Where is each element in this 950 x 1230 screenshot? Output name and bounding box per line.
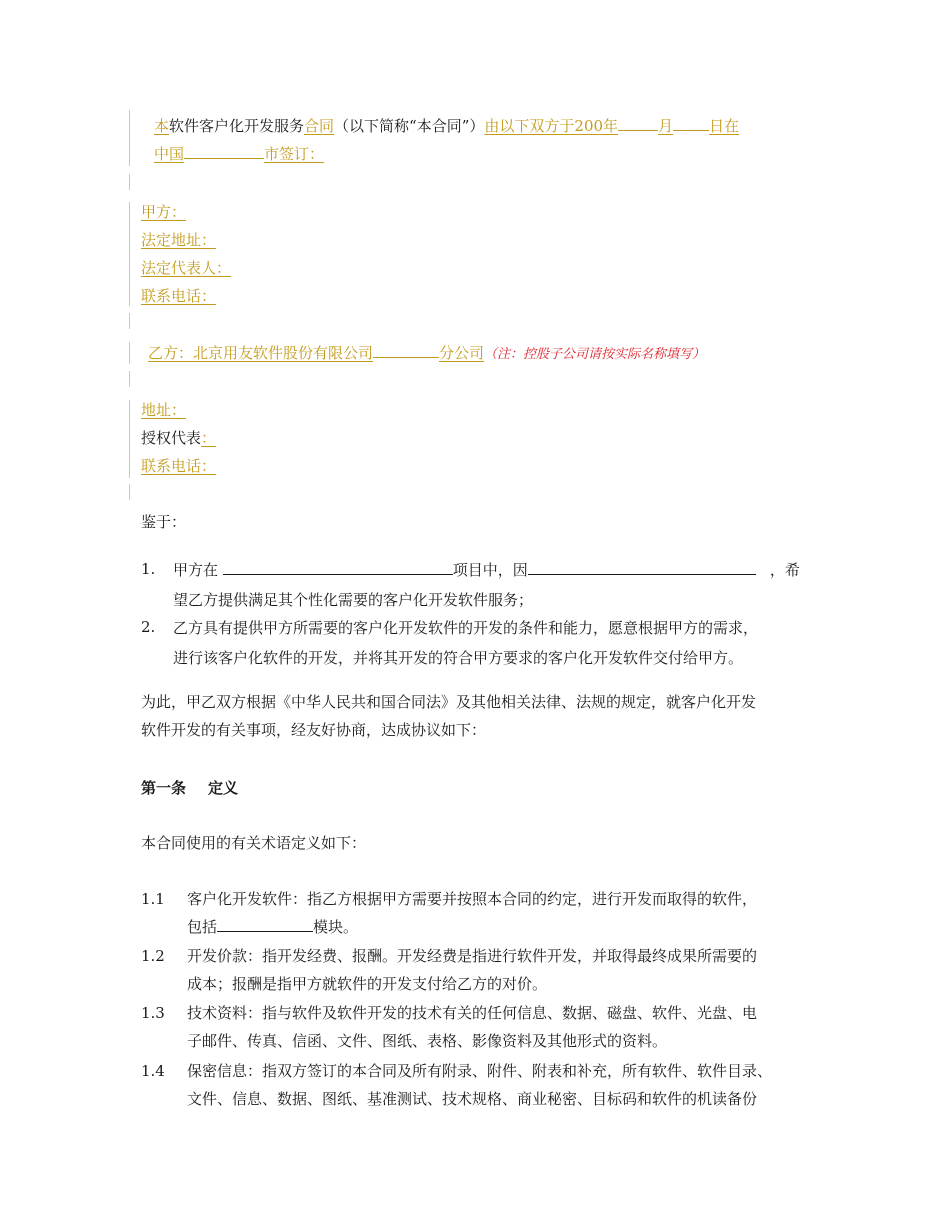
def-1-3 [187, 999, 823, 1055]
party-b-rep-line [141, 428, 216, 448]
intro-country: 中国 [154, 145, 185, 163]
recital-1-line2: 望乙方提供满足其个性化需要的客户化开发软件服务； [173, 591, 534, 609]
revision-bar [129, 371, 130, 387]
def-1-4 [187, 1057, 823, 1113]
recital-1-c: ，希 [769, 561, 800, 579]
party-b-phone-label: 联系电话： [141, 457, 217, 475]
intro-this: 本 [154, 117, 170, 135]
def-1-1-line1: 客户化开发软件：指乙方根据甲方需要并按照本合同的约定，进行开发而取得的软件， [187, 890, 758, 908]
reason-blank[interactable] [528, 560, 756, 575]
party-b-name-suffix: 分公司 [439, 344, 485, 362]
intro-abbrev: （以下简称“本合同”） [334, 117, 485, 135]
def-1-1-line2b: 模块。 [313, 918, 359, 936]
party-b-note: （注：控股子公司请按实际名称填写） [484, 347, 706, 362]
def-1-2-line1: 开发价款：指开发经费、报酬。开发经费是指进行软件开发，并取得最终成果所需要的 [187, 947, 758, 965]
branch-blank[interactable] [373, 343, 439, 358]
intro-month-label: 月 [658, 117, 674, 135]
recitals-title: 鉴于： [141, 513, 187, 531]
party-b-address-label: 地址： [141, 401, 187, 419]
party-a-address-label: 法定地址： [141, 231, 217, 249]
revision-bar [129, 342, 130, 364]
project-blank[interactable] [223, 560, 453, 575]
def-1-4-line1: 保密信息：指双方签订的本合同及所有附录、附件、附表和补充，所有软件、软件目录、 [187, 1062, 773, 1080]
def-1-2-line2: 成本；报酬是指甲方就软件的开发支付给乙方的对价。 [187, 975, 548, 993]
intro-year-label: 年 [603, 117, 619, 135]
revision-bar [129, 400, 130, 478]
recital-1 [173, 555, 815, 615]
city-blank[interactable] [184, 144, 264, 159]
def-1-1-number: 1.1 [141, 890, 165, 908]
party-b-rep-label: 授权代表 [141, 429, 202, 447]
revision-bar [129, 174, 130, 190]
intro-year: 200 [574, 117, 604, 135]
month-blank[interactable] [618, 116, 658, 131]
conclusion-line-1: 为此，甲乙双方根据《中华人民共和国合同法》及其他相关法律、法规的规定，就客户化开发 [141, 693, 757, 711]
party-a-rep-label: 法定代表人： [141, 259, 232, 277]
article-1-title: 定义 [208, 779, 239, 797]
party-a-phone-label: 联系电话： [141, 287, 217, 305]
def-1-2 [187, 942, 823, 998]
conclusion-line-2: 软件开发的有关事项，经友好协商，达成协议如下： [141, 721, 487, 739]
def-1-4-line2: 文件、信息、数据、图纸、基准测试、技术规格、商业秘密、目标码和软件的机读备份 [187, 1090, 758, 1108]
recital-2-line1: 乙方具有提供甲方所需要的客户化开发软件的开发的条件和能力，愿意根据甲方的需求， [173, 619, 759, 637]
revision-bar [129, 313, 130, 329]
def-1-4-number: 1.4 [141, 1062, 165, 1080]
module-blank[interactable] [217, 917, 313, 932]
def-1-3-number: 1.3 [141, 1004, 165, 1022]
article-1-lead: 本合同使用的有关术语定义如下： [141, 834, 367, 852]
party-b-name-line [148, 343, 705, 365]
revision-bar [129, 484, 130, 500]
def-1-1 [187, 885, 823, 941]
recital-2-line2: 进行该客户化软件的开发，并将其开发的符合甲方要求的客户化开发软件交付给甲方。 [173, 649, 744, 667]
recital-1-a: 甲方在 [173, 561, 219, 579]
intro-day-label: 日在 [709, 117, 740, 135]
intro-parties: 由以下双方于 [484, 117, 575, 135]
recital-1-b: 项目中，因 [452, 561, 528, 579]
contract-intro [154, 112, 819, 168]
def-1-3-line2: 子邮件、传真、信函、文件、图纸、表格、影像资料及其他形式的资料。 [187, 1032, 668, 1050]
intro-service-name: 软件客户化开发服务 [169, 117, 305, 135]
article-1-heading [141, 777, 238, 798]
recital-2 [173, 613, 815, 673]
revision-bar [129, 202, 130, 306]
recital-1-number: 1. [141, 560, 156, 578]
party-b-rep-colon: ： [201, 429, 217, 447]
revision-bar [129, 110, 130, 166]
recital-2-number: 2. [141, 618, 156, 636]
article-1-number: 第一条 [141, 779, 187, 797]
def-1-3-line1: 技术资料：指与软件及软件开发的技术有关的任何信息、数据、磁盘、软件、光盘、电 [187, 1004, 758, 1022]
intro-contract: 合同 [304, 117, 335, 135]
party-b-name-prefix: 乙方：北京用友软件股份有限公司 [148, 344, 374, 362]
intro-city-label: 市签订： [264, 145, 325, 163]
def-1-2-number: 1.2 [141, 947, 165, 965]
def-1-1-line2a: 包括 [187, 918, 218, 936]
day-blank[interactable] [673, 116, 709, 131]
party-a-name-label: 甲方： [141, 203, 187, 221]
